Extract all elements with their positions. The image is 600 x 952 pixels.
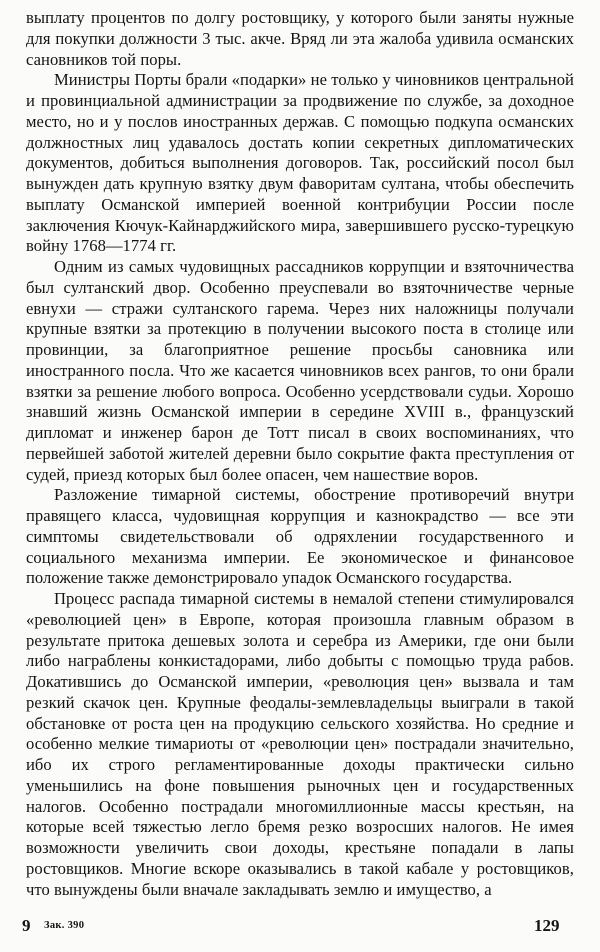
paragraph-continuation: выплату процентов по долгу ростовщику, у которого были заняты нужные для покупки должности 3 тыс. акче. Вряд ли эта жалоба удивила османских сановников той поры. (26, 8, 574, 69)
page-footer (0, 916, 600, 940)
paragraph-porte-ministers: Министры Порты брали «подарки» не только у чиновников центральной и провинциальной администрации за продвижение по службе, за доходное место, но и у послов иностранных держав. С помощью подкупа османских должностных лиц удавалось достать копии секретных дипломатических документов, добиться выполнения договоров. Так, российский посол был вынужден дать крупную взятку двум фаворитам султана, чтобы обеспечить выплату Османской империей военной контрибуции России после заключения Кючук-Кайнарджийского мира, завершившего русско-турецкую войну 1768—1774 гг. (26, 70, 574, 256)
paragraph-timar-decay: Разложение тимарной системы, обострение противоречий внутри правящего класса, чудовищная коррупция и казнокрадство — все эти симптомы свидетельствовали об одряхлении государственного и социального механизма империи. Ее экономическое и финансовое положение также демонстрировало упадок Османского государства. (26, 485, 574, 588)
signature-number: 9 (22, 916, 31, 935)
signature-mark: Зак. 390 (44, 920, 85, 931)
body-text (26, 8, 574, 900)
paragraph-price-revolution: Процесс распада тимарной системы в немалой степени стимулировался «революцией цен» в Европе, которая произошла главным образом в результате притока дешевых золота и серебра из Америки, где они были либо награблены конкистадорами, либо добыты с помощью труда рабов. Докатившись до Османской империи, «революция цен» вызвала и там резкий скачок цен. Крупные феодалы-землевладельцы выиграли в такой обстановке от роста цен на продукцию сельского хозяйства. Но средние и особенно мелкие тимариоты от «революции цен» пострадали значительно, ибо их строго регламентированные доходы практически сильно уменьшились на фоне повышения рыночных цен и государственных налогов. Особенно пострадали многомиллионные массы крестьян, на которые всей тяжестью легло бремя резко возросших налогов. Не имея возможности увеличить свои доходы, крестьяне попадали в лапы ростовщиков. Многие вскоре оказывались в такой кабале у ростовщиков, что вынуждены были вначале закладывать землю и имущество, а (26, 589, 574, 899)
paragraph-sultan-court: Одним из самых чудовищных рассадников коррупции и взяточничества был султанский двор. Особенно преуспевали во взяточничестве черные евнухи — стражи султанского гарема. Через них наложницы получали крупные взятки за протекцию в получении высокого поста в столице или провинции, за благоприятное решение просьбы сановника или иностранного посла. Что же касается чиновников всех рангов, то они брали взятки за решение любого вопроса. Особенно усердствовали судьи. Хорошо знавший жизнь Османской империи в середине XVIII в., французский дипломат и инженер барон де Тотт писал в своих воспоминаниях, что первейшей заботой жителей деревни было сокрытие факта преступления от судей, приезд которых был более опасен, чем нашествие воров. (26, 257, 574, 484)
page-number: 129 (534, 916, 560, 935)
